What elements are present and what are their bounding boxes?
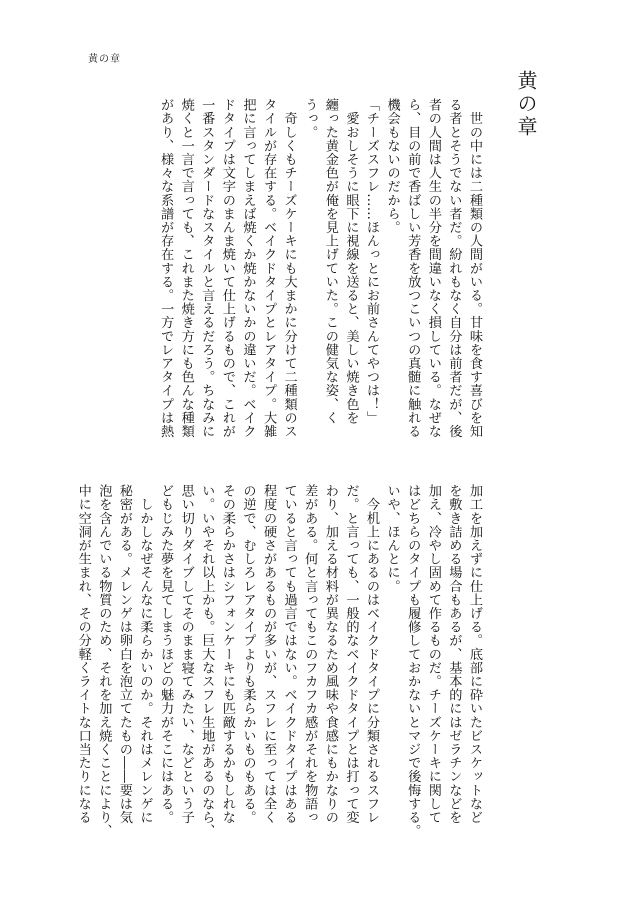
- text-column: 程度の硬さがあるものが多いが、スフレに至っては全く: [261, 484, 277, 824]
- text-column: い。いやそれ以上かも。巨大なスフレ生地があるのなら、: [199, 484, 215, 838]
- text-column: 把に言ってしまえば焼くか焼かないかの違いだ。ベイク: [240, 98, 256, 438]
- text-column: ドタイプは文字のまんま焼いて仕上げるもので、これが: [219, 98, 235, 438]
- text-column: だ。と言っても、一般的なベイクドタイプとは打って変: [343, 484, 359, 824]
- text-column: はどちらのタイプも履修しておかないとマジで後悔する。: [405, 484, 421, 838]
- text-column: 今机上にあるのはベイクドタイプに分類されるスフレ: [364, 484, 380, 824]
- text-column: 世の中には二種類の人間がいる。甘味を食す喜びを知: [467, 98, 482, 438]
- text-column: 加工を加えずに仕上げる。底部に砕いたビスケットなど: [467, 484, 482, 824]
- text-column: しかしなぜそんなに柔らかいのか。それはメレンゲに: [137, 484, 153, 824]
- chapter-title: 黄の章: [514, 70, 538, 139]
- bottom-text-block: [75, 484, 484, 862]
- text-column: わり、加える材料が異なるため風味や食感にもかなりの: [322, 484, 338, 824]
- text-column: 焼くと一言で言っても、これまた焼き方にも色んな種類: [178, 98, 194, 438]
- text-column: 機会もないのだから。: [384, 98, 400, 234]
- text-column: があり、様々な系譜が存在する。一方でレアタイプは熱: [158, 98, 174, 438]
- text-column: 思い切りダイブしてそのまま寝てみたい、などという子: [178, 484, 194, 824]
- text-column: 一番スタンダードなスタイルと言えるだろう。ちなみに: [199, 98, 215, 438]
- text-column: る者とそうでない者だ。紛れもなく自分は前者だが、後: [446, 98, 462, 438]
- text-column: 秘密がある。メレンゲは卵白を泡立てたもの――要は気: [116, 484, 132, 824]
- top-text-block: [88, 98, 484, 450]
- text-column: 愛おしそうに眼下に視線を送ると、美しい焼き色を: [343, 98, 359, 425]
- text-column: ていると言っても過言ではない。ベイクドタイプはある: [281, 484, 297, 824]
- text-column: を敷き詰める場合もあるが、基本的にはゼラチンなどを: [446, 484, 462, 824]
- text-column: タイルが存在する。ベイクドタイプとレアタイプ。大雑: [261, 98, 277, 438]
- text-column: いや、ほんとに。: [384, 484, 400, 593]
- text-column: ら、目の前で香ばしい芳香を放つこいつの真髄に触れる: [405, 98, 421, 438]
- text-column: 奇しくもチーズケーキにも大まかに分けて二種類のス: [281, 98, 297, 438]
- text-column: 差がある。何と言ってもこのフカフカ感がそれを物語っ: [302, 484, 318, 824]
- text-column: 中に空洞が生まれ、その分軽くライトな口当たりになる: [75, 484, 91, 824]
- text-column: の逆で、むしろレアタイプよりも柔らかいものもある。: [240, 484, 256, 824]
- running-header: 黄の章: [88, 54, 121, 65]
- text-column: うっ。: [302, 98, 318, 139]
- text-column: 泡を含んでいる物質のため、それを加え焼くことにより、: [96, 484, 112, 838]
- text-column: 者の人間は人生の半分を間違いなく損している。なぜな: [425, 98, 441, 438]
- text-column: 「チーズスフレ……ほんっとにお前さんてやつは！」: [364, 98, 380, 425]
- text-column: 加え、冷やし固めて作るものだ。チーズケーキに関して: [425, 484, 441, 824]
- text-column: 纏った黄金色が俺を見上げていた。この健気な姿、く: [322, 98, 338, 425]
- text-column: その柔らかさはシフォンケーキにも匹敵するかもしれな: [219, 484, 235, 824]
- text-column: どもじみた夢を見てしまうほどの魅力がそこにはある。: [158, 484, 174, 824]
